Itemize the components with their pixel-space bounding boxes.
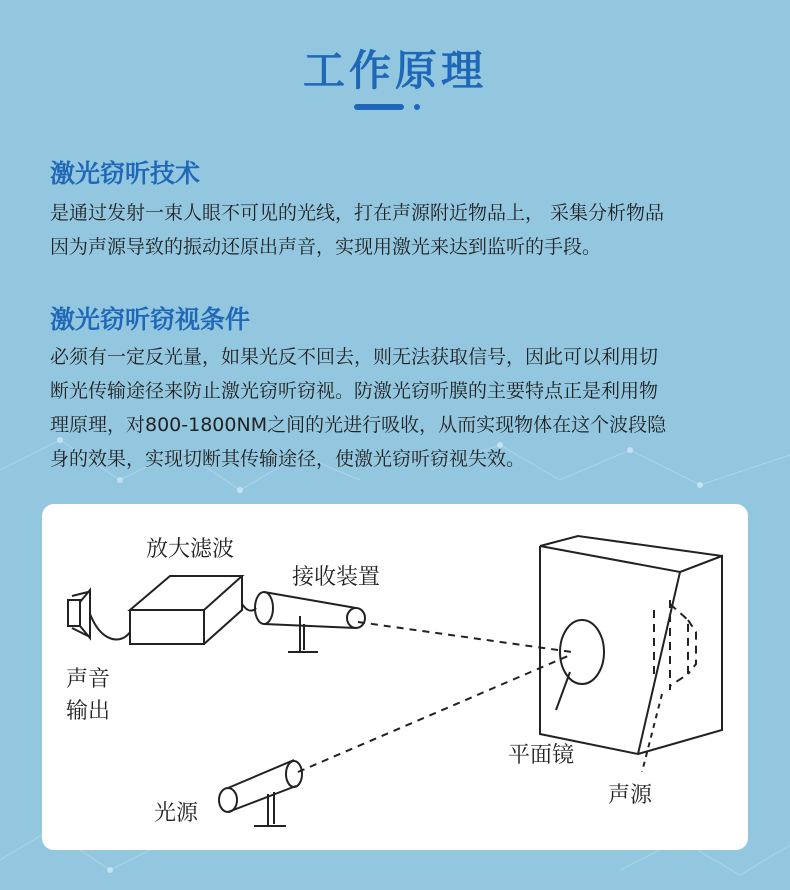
section-1-text [50, 196, 750, 264]
page-title: 工作原理 [302, 46, 487, 95]
section-heading-laser-eavesdropping: 激光窃听技术 [50, 159, 201, 188]
target-cube [540, 536, 722, 754]
section-1-line: 因为声源导致的振动还原出声音，实现用激光来达到监听的手段。 [50, 236, 602, 258]
title-dot [414, 104, 420, 110]
label-receiver: 接收装置 [292, 565, 381, 590]
receiver-device [255, 592, 365, 652]
light-source-device [219, 760, 302, 826]
section-2-line: 身的效果，实现切断其传输途径，使激光窃听窃视失效。 [50, 448, 526, 470]
sound-source-shape [654, 600, 696, 690]
section-2-line: 必须有一定反光量，如果光反不回去，则无法获取信号，因此可以利用切 [50, 346, 659, 368]
mirror-leader [556, 672, 570, 710]
section-2-text [50, 340, 750, 476]
label-mirror: 平面镜 [508, 743, 575, 768]
label-sound-source: 声源 [608, 783, 653, 808]
label-amplifier: 放大滤波 [146, 537, 235, 562]
label-light-source: 光源 [154, 801, 199, 826]
section-2-line: 断光传输途径来防止激光窃听窃视。防激光窃听膜的主要特点正是利用物 [50, 380, 659, 402]
amplifier-wire [242, 604, 256, 611]
section-2-line: 理原理，对800-1800NM之间的光进行吸收，从而实现物体在这个波段隐 [50, 414, 667, 436]
amplifier-box [130, 576, 242, 644]
label-sound-output-1: 声音 [66, 667, 111, 692]
speaker-icon [68, 590, 90, 638]
speaker-wire [90, 614, 130, 639]
diagram-card [42, 504, 748, 850]
section-1-line: 是通过发射一束人眼不可见的光线，打在声源附近物品上， 采集分析物品 [50, 202, 665, 224]
section-heading-conditions: 激光窃听窃视条件 [50, 305, 251, 334]
title-underline [354, 104, 404, 110]
sound-source-leader [642, 694, 662, 772]
label-sound-output-2: 输出 [66, 699, 111, 724]
